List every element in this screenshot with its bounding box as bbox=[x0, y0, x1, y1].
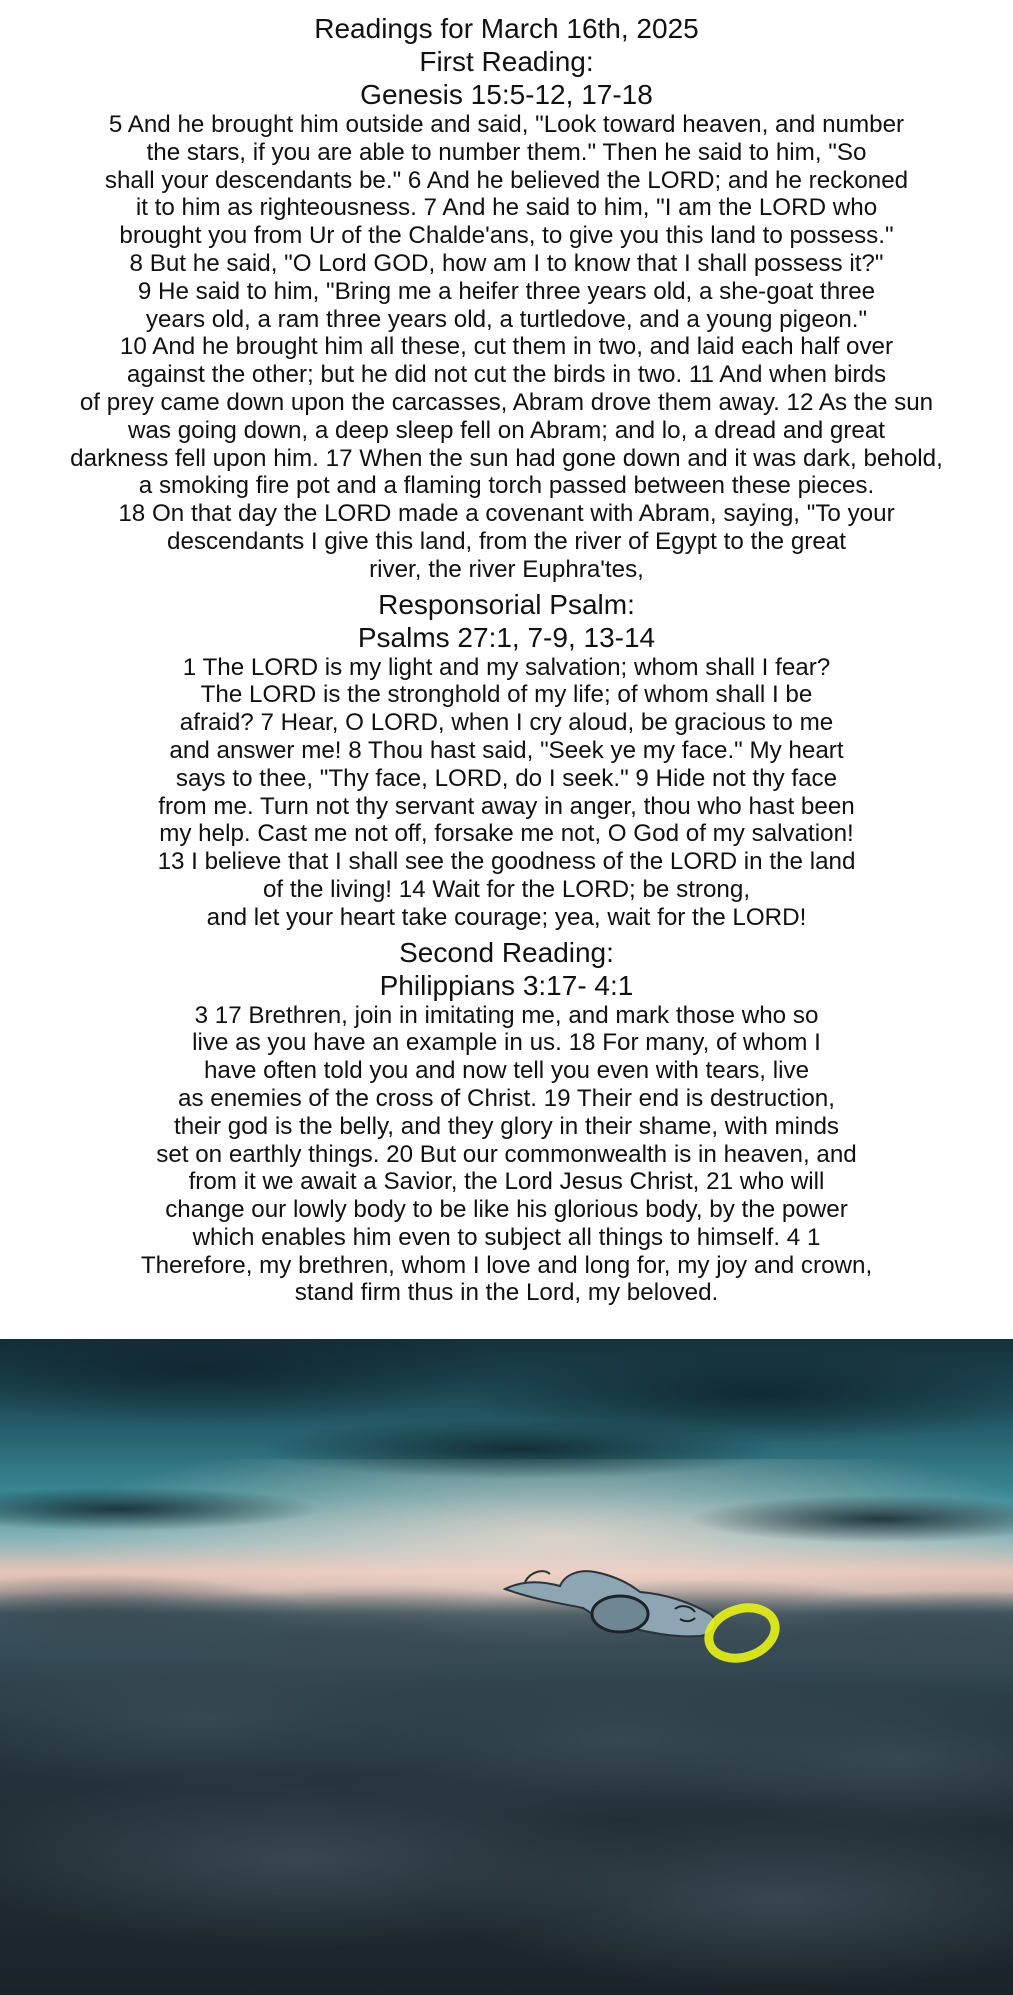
verse-line: from it we await a Savior, the Lord Jesus Christ, 21 who will bbox=[188, 1168, 825, 1196]
first-reading-label: First Reading: bbox=[419, 46, 594, 77]
verse-line: says to thee, "Thy face, LORD, do I seek." 9 Hide not thy face bbox=[175, 764, 838, 792]
verse-line: 8 But he said, "O Lord GOD, how am I to know that I shall possess it?" bbox=[129, 249, 884, 277]
verse-line: have often told you and now tell you even with tears, live bbox=[203, 1057, 810, 1085]
second-reading-citation: Philippians 3:17- 4:1 bbox=[379, 969, 634, 1001]
verse-line: brought you from Ur of the Chalde'ans, to give you this land to possess." bbox=[119, 222, 894, 250]
verse-line: shall your descendants be." 6 And he believed the LORD; and he reckoned bbox=[104, 166, 909, 194]
verse-line: the stars, if you are able to number them." Then he said to him, "So bbox=[146, 138, 867, 166]
verse-line: from me. Turn not thy servant away in anger, thou who hast been bbox=[158, 792, 855, 820]
verse-line: set on earthly things. 20 But our commonwealth is in heaven, and bbox=[156, 1140, 857, 1168]
verse-line: live as you have an example in us. 18 For many, of whom I bbox=[192, 1029, 821, 1057]
verse-line: was going down, a deep sleep fell on Abram; and lo, a dread and great bbox=[127, 416, 886, 444]
verse-line: descendants I give this land, from the river of Egypt to the great bbox=[167, 527, 846, 555]
verse-line: 3 17 Brethren, join in imitating me, and mark those who so bbox=[194, 1001, 819, 1029]
verse-line: 18 On that day the LORD made a covenant with Abram, saying, "To your bbox=[118, 500, 895, 528]
verse-line: The LORD is the stronghold of my life; of whom shall I be bbox=[200, 681, 813, 709]
verse-line: afraid? 7 Hear, O LORD, when I cry aloud, be gracious to me bbox=[179, 709, 834, 737]
page-title: Readings for March 16th, 2025 bbox=[314, 13, 699, 44]
responsorial-psalm-citation: Psalms 27:1, 7-9, 13-14 bbox=[357, 621, 656, 653]
verse-line: against the other; but he did not cut the birds in two. 11 And when birds bbox=[126, 361, 887, 389]
sky-illustration bbox=[0, 1339, 1013, 1995]
verse-line: which enables him even to subject all things to himself. 4 1 bbox=[192, 1223, 821, 1251]
verse-line: it to him as righteousness. 7 And he said to him, "I am the LORD who bbox=[135, 194, 878, 222]
responsorial-psalm-label: Responsorial Psalm: bbox=[378, 588, 635, 620]
verse-line: years old, a ram three years old, a turtledove, and a young pigeon." bbox=[145, 305, 868, 333]
readings-text bbox=[0, 12, 1013, 1311]
sky-cloud-image bbox=[0, 1339, 1013, 1995]
verse-line: darkness fell upon him. 17 When the sun had gone down and it was dark, behold, bbox=[70, 444, 943, 472]
verse-line: my help. Cast me not off, forsake me not, O God of my salvation! bbox=[159, 820, 854, 848]
verse-line: 1 The LORD is my light and my salvation; whom shall I fear? bbox=[182, 653, 831, 681]
verse-line: and answer me! 8 Thou hast said, "Seek ye my face." My heart bbox=[169, 736, 844, 764]
verse-line: and let your heart take courage; yea, wait for the LORD! bbox=[206, 903, 807, 931]
verse-line: a smoking fire pot and a flaming torch passed between these pieces. bbox=[138, 472, 875, 500]
second-reading-label: Second Reading: bbox=[399, 936, 614, 968]
verse-line: 5 And he brought him outside and said, "Look toward heaven, and number bbox=[108, 111, 905, 138]
verse-line: river, the river Euphra'tes, bbox=[369, 555, 644, 583]
verse-line: of the living! 14 Wait for the LORD; be strong, bbox=[262, 875, 751, 903]
first-reading-citation: Genesis 15:5-12, 17-18 bbox=[360, 79, 653, 110]
responsorial-psalm-body bbox=[0, 654, 1013, 932]
verse-line: as enemies of the cross of Christ. 19 Their end is destruction, bbox=[178, 1084, 835, 1112]
verse-line: Therefore, my brethren, whom I love and long for, my joy and crown, bbox=[140, 1251, 873, 1279]
verse-line: stand firm thus in the Lord, my beloved. bbox=[294, 1279, 719, 1307]
verse-line: 13 I believe that I shall see the goodness of the LORD in the land bbox=[157, 848, 856, 876]
second-reading-body bbox=[0, 1002, 1013, 1308]
first-reading-body bbox=[0, 111, 1013, 584]
verse-line: their god is the belly, and they glory in their shame, with minds bbox=[173, 1112, 840, 1140]
verse-line: change our lowly body to be like his glorious body, by the power bbox=[165, 1196, 848, 1224]
verse-line: of prey came down upon the carcasses, Abram drove them away. 12 As the sun bbox=[79, 388, 934, 416]
lower-cloud-bank bbox=[0, 1574, 1013, 1989]
verse-line: 10 And he brought him all these, cut them in two, and laid each half over bbox=[119, 333, 894, 361]
verse-line: 9 He said to him, "Bring me a heifer three years old, a she-goat three bbox=[137, 277, 876, 305]
